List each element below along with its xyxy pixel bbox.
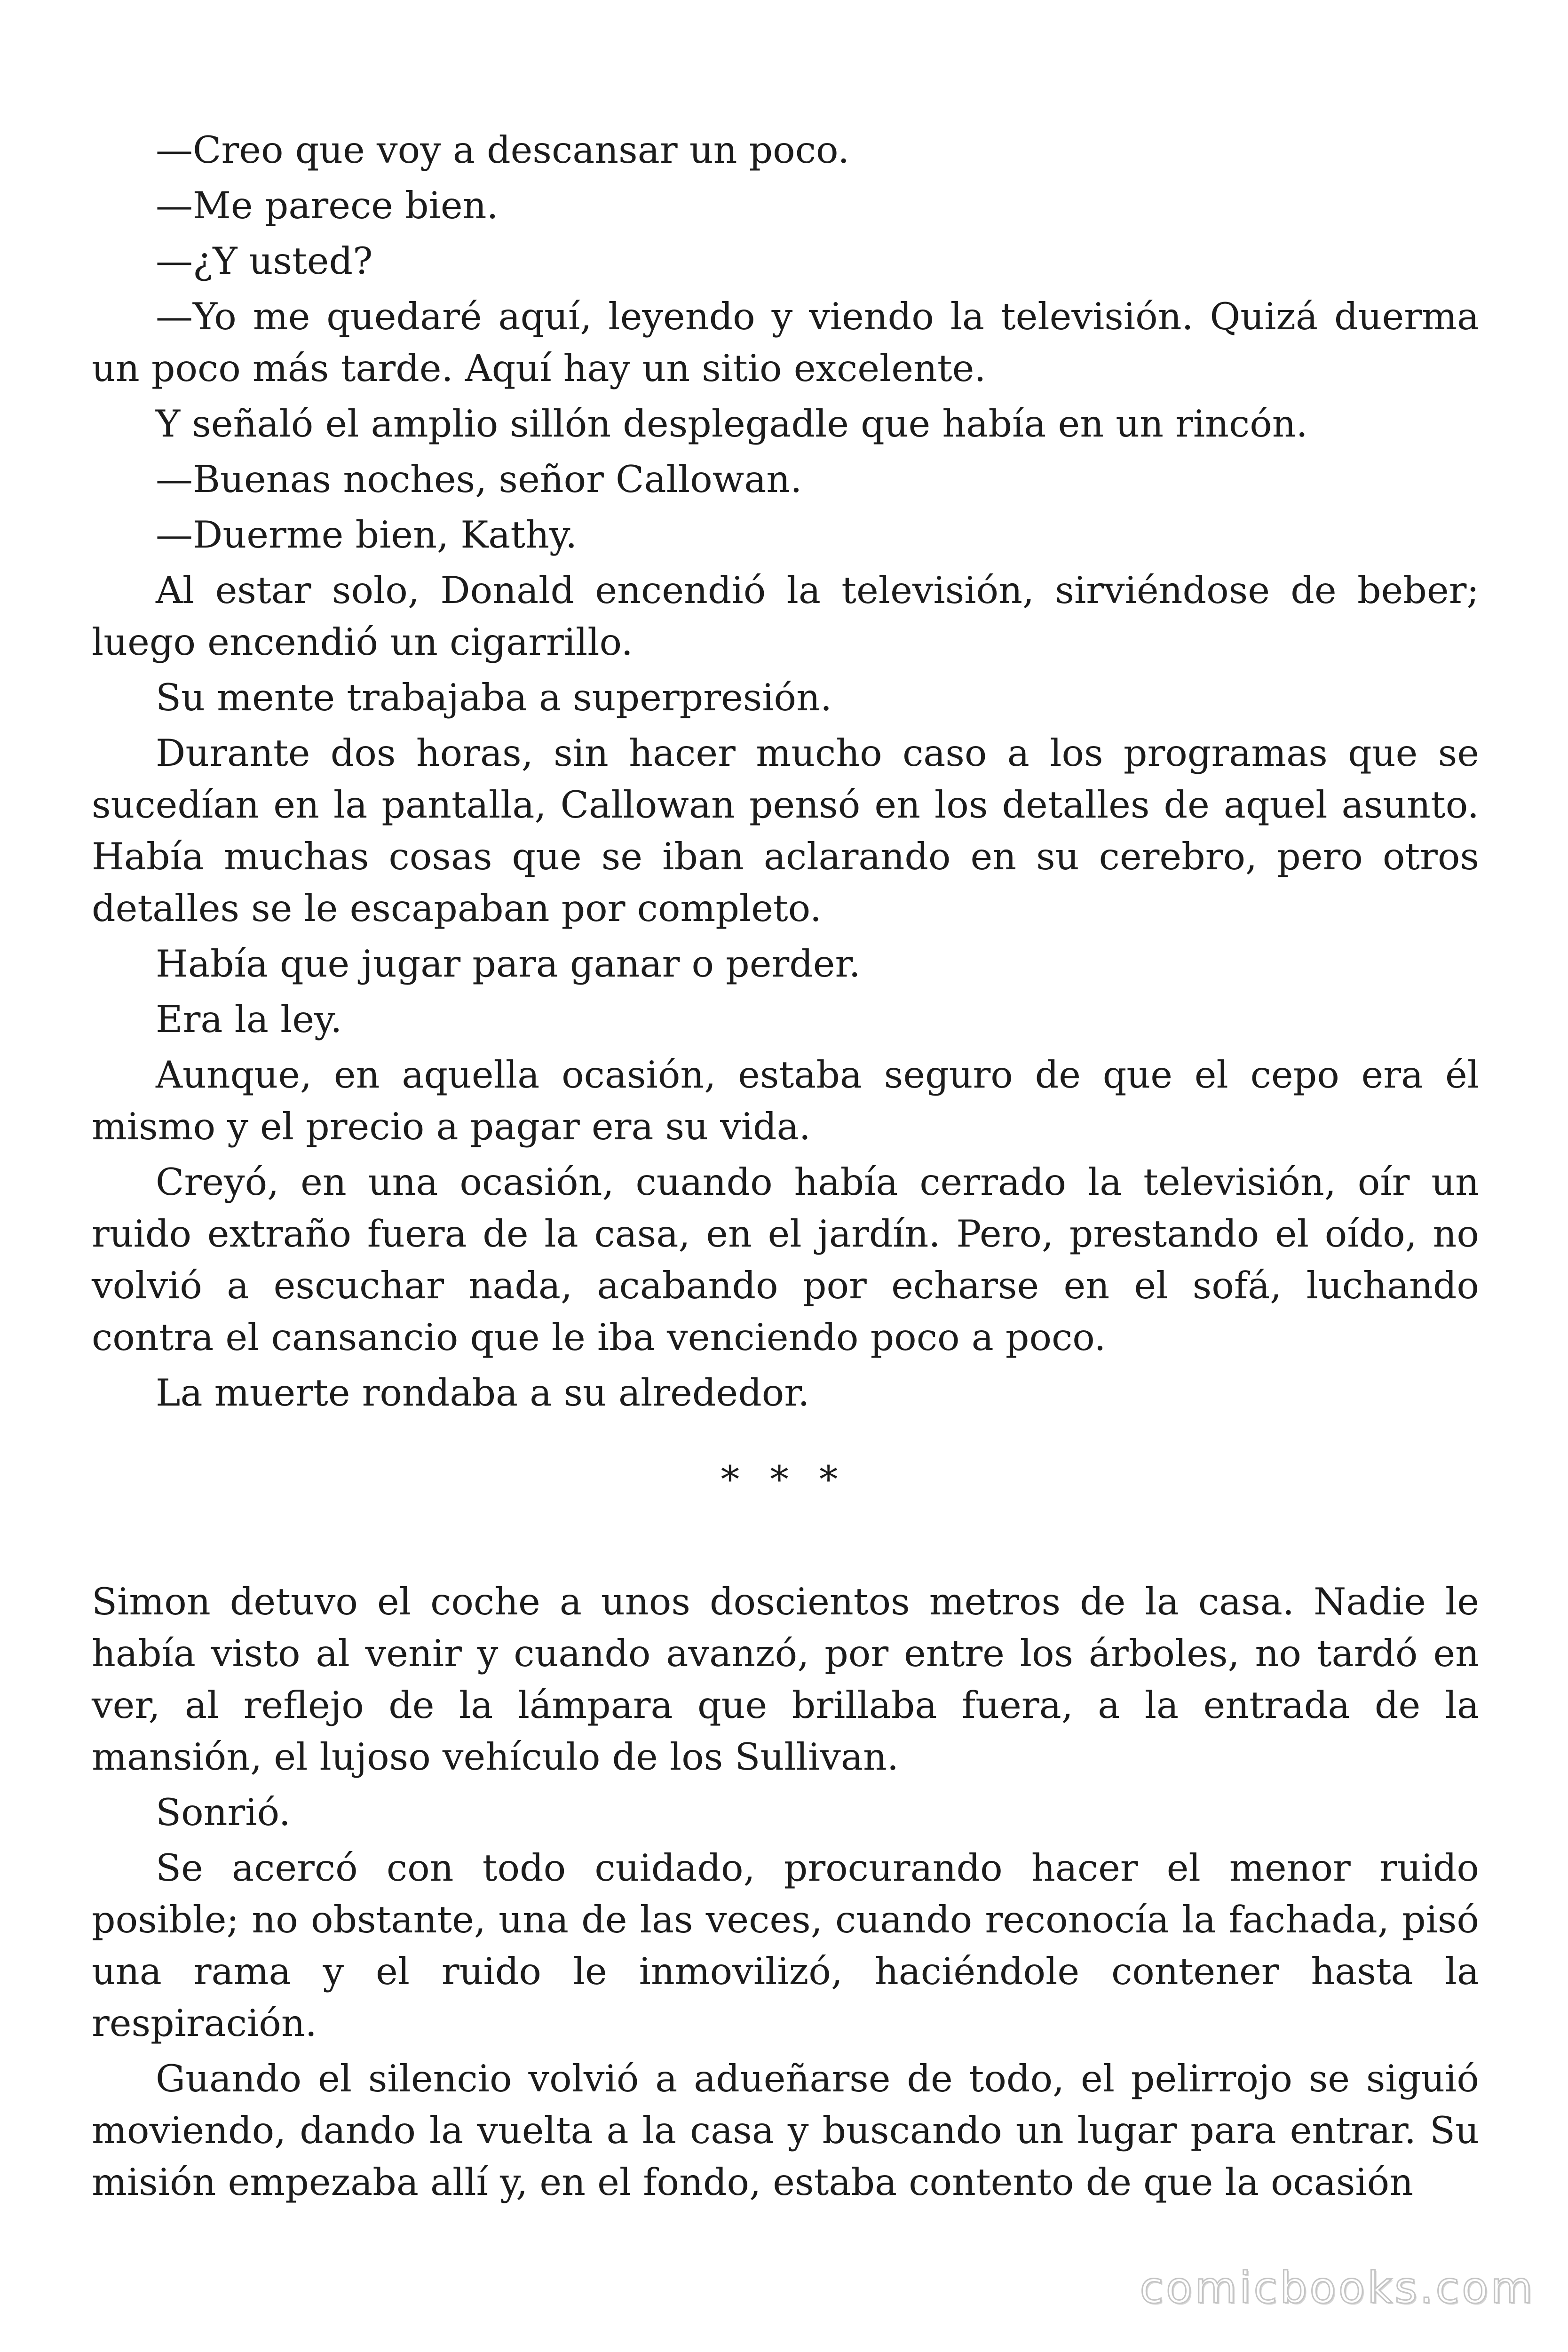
paragraph: —Yo me quedaré aquí, leyendo y viendo la televisión. Quizá duerma un poco más tarde. Aquí hay un sitio excelente. xyxy=(92,295,1479,390)
paragraph: —¿Y usted? xyxy=(156,239,373,283)
paragraph: Era la ley. xyxy=(156,998,342,1041)
paragraph: Se acercó con todo cuidado, procurando hacer el menor ruido posible; no obstante, una de las veces, cuando reconocía la fachada, pisó una rama y el ruido le inmovilizó, haciéndole contener hasta la respiración. xyxy=(92,1846,1479,2045)
scene-break-separator: * * * xyxy=(721,1458,847,1501)
paragraph: Su mente trabajaba a superpresión. xyxy=(156,676,832,719)
paragraph: La muerte rondaba a su alrededor. xyxy=(156,1371,810,1414)
paragraph: Al estar solo, Donald encendió la televisión, sirviéndose de beber; luego encendió un cigarrillo. xyxy=(92,569,1479,664)
site-watermark: comicbooks.com xyxy=(1140,2263,1535,2313)
paragraph: Guando el silencio volvió a adueñarse de todo, el pelirrojo se siguió moviendo, dando la vuelta a la casa y buscando un lugar para entrar. Su misión empezaba allí y, en el fondo, estaba contento de que la ocasión xyxy=(92,2057,1479,2204)
paragraph: Había que jugar para ganar o perder. xyxy=(156,942,861,985)
paragraph: —Me parece bien. xyxy=(156,184,499,227)
paragraph: Durante dos horas, sin hacer mucho caso a los programas que se sucedían en la pantalla, Callowan pensó en los detalles de aquel asunto. Había muchas cosas que se iban aclarando en su cerebro, pero otros detalles se le escapaban por completo. xyxy=(92,731,1479,930)
paragraph: —Creo que voy a descansar un poco. xyxy=(156,128,850,172)
text-section-before-break xyxy=(92,124,1479,1422)
paragraph: Y señaló el amplio sillón desplegadle que había en un rincón. xyxy=(156,402,1308,445)
paragraph: —Duerme bien, Kathy. xyxy=(156,513,578,556)
text-section-after-break xyxy=(92,1576,1479,2212)
paragraph: —Buenas noches, señor Callowan. xyxy=(156,458,802,501)
paragraph: Creyó, en una ocasión, cuando había cerrado la televisión, oír un ruido extraño fuera de la casa, en el jardín. Pero, prestando el oído, no volvió a escuchar nada, acabando por echarse en el sofá, luchando contra el cansancio que le iba venciendo poco a poco. xyxy=(92,1160,1479,1359)
paragraph: Simon detuvo el coche a unos doscientos metros de la casa. Nadie le había visto al venir y cuando avanzó, por entre los árboles, no tardó en ver, al reflejo de la lámpara que brillaba fuera, a la entrada de la mansión, el lujoso vehículo de los Sullivan. xyxy=(92,1580,1479,1779)
paragraph: Sonrió. xyxy=(156,1791,291,1834)
paragraph: Aunque, en aquella ocasión, estaba seguro de que el cepo era él mismo y el precio a pagar era su vida. xyxy=(92,1053,1479,1148)
